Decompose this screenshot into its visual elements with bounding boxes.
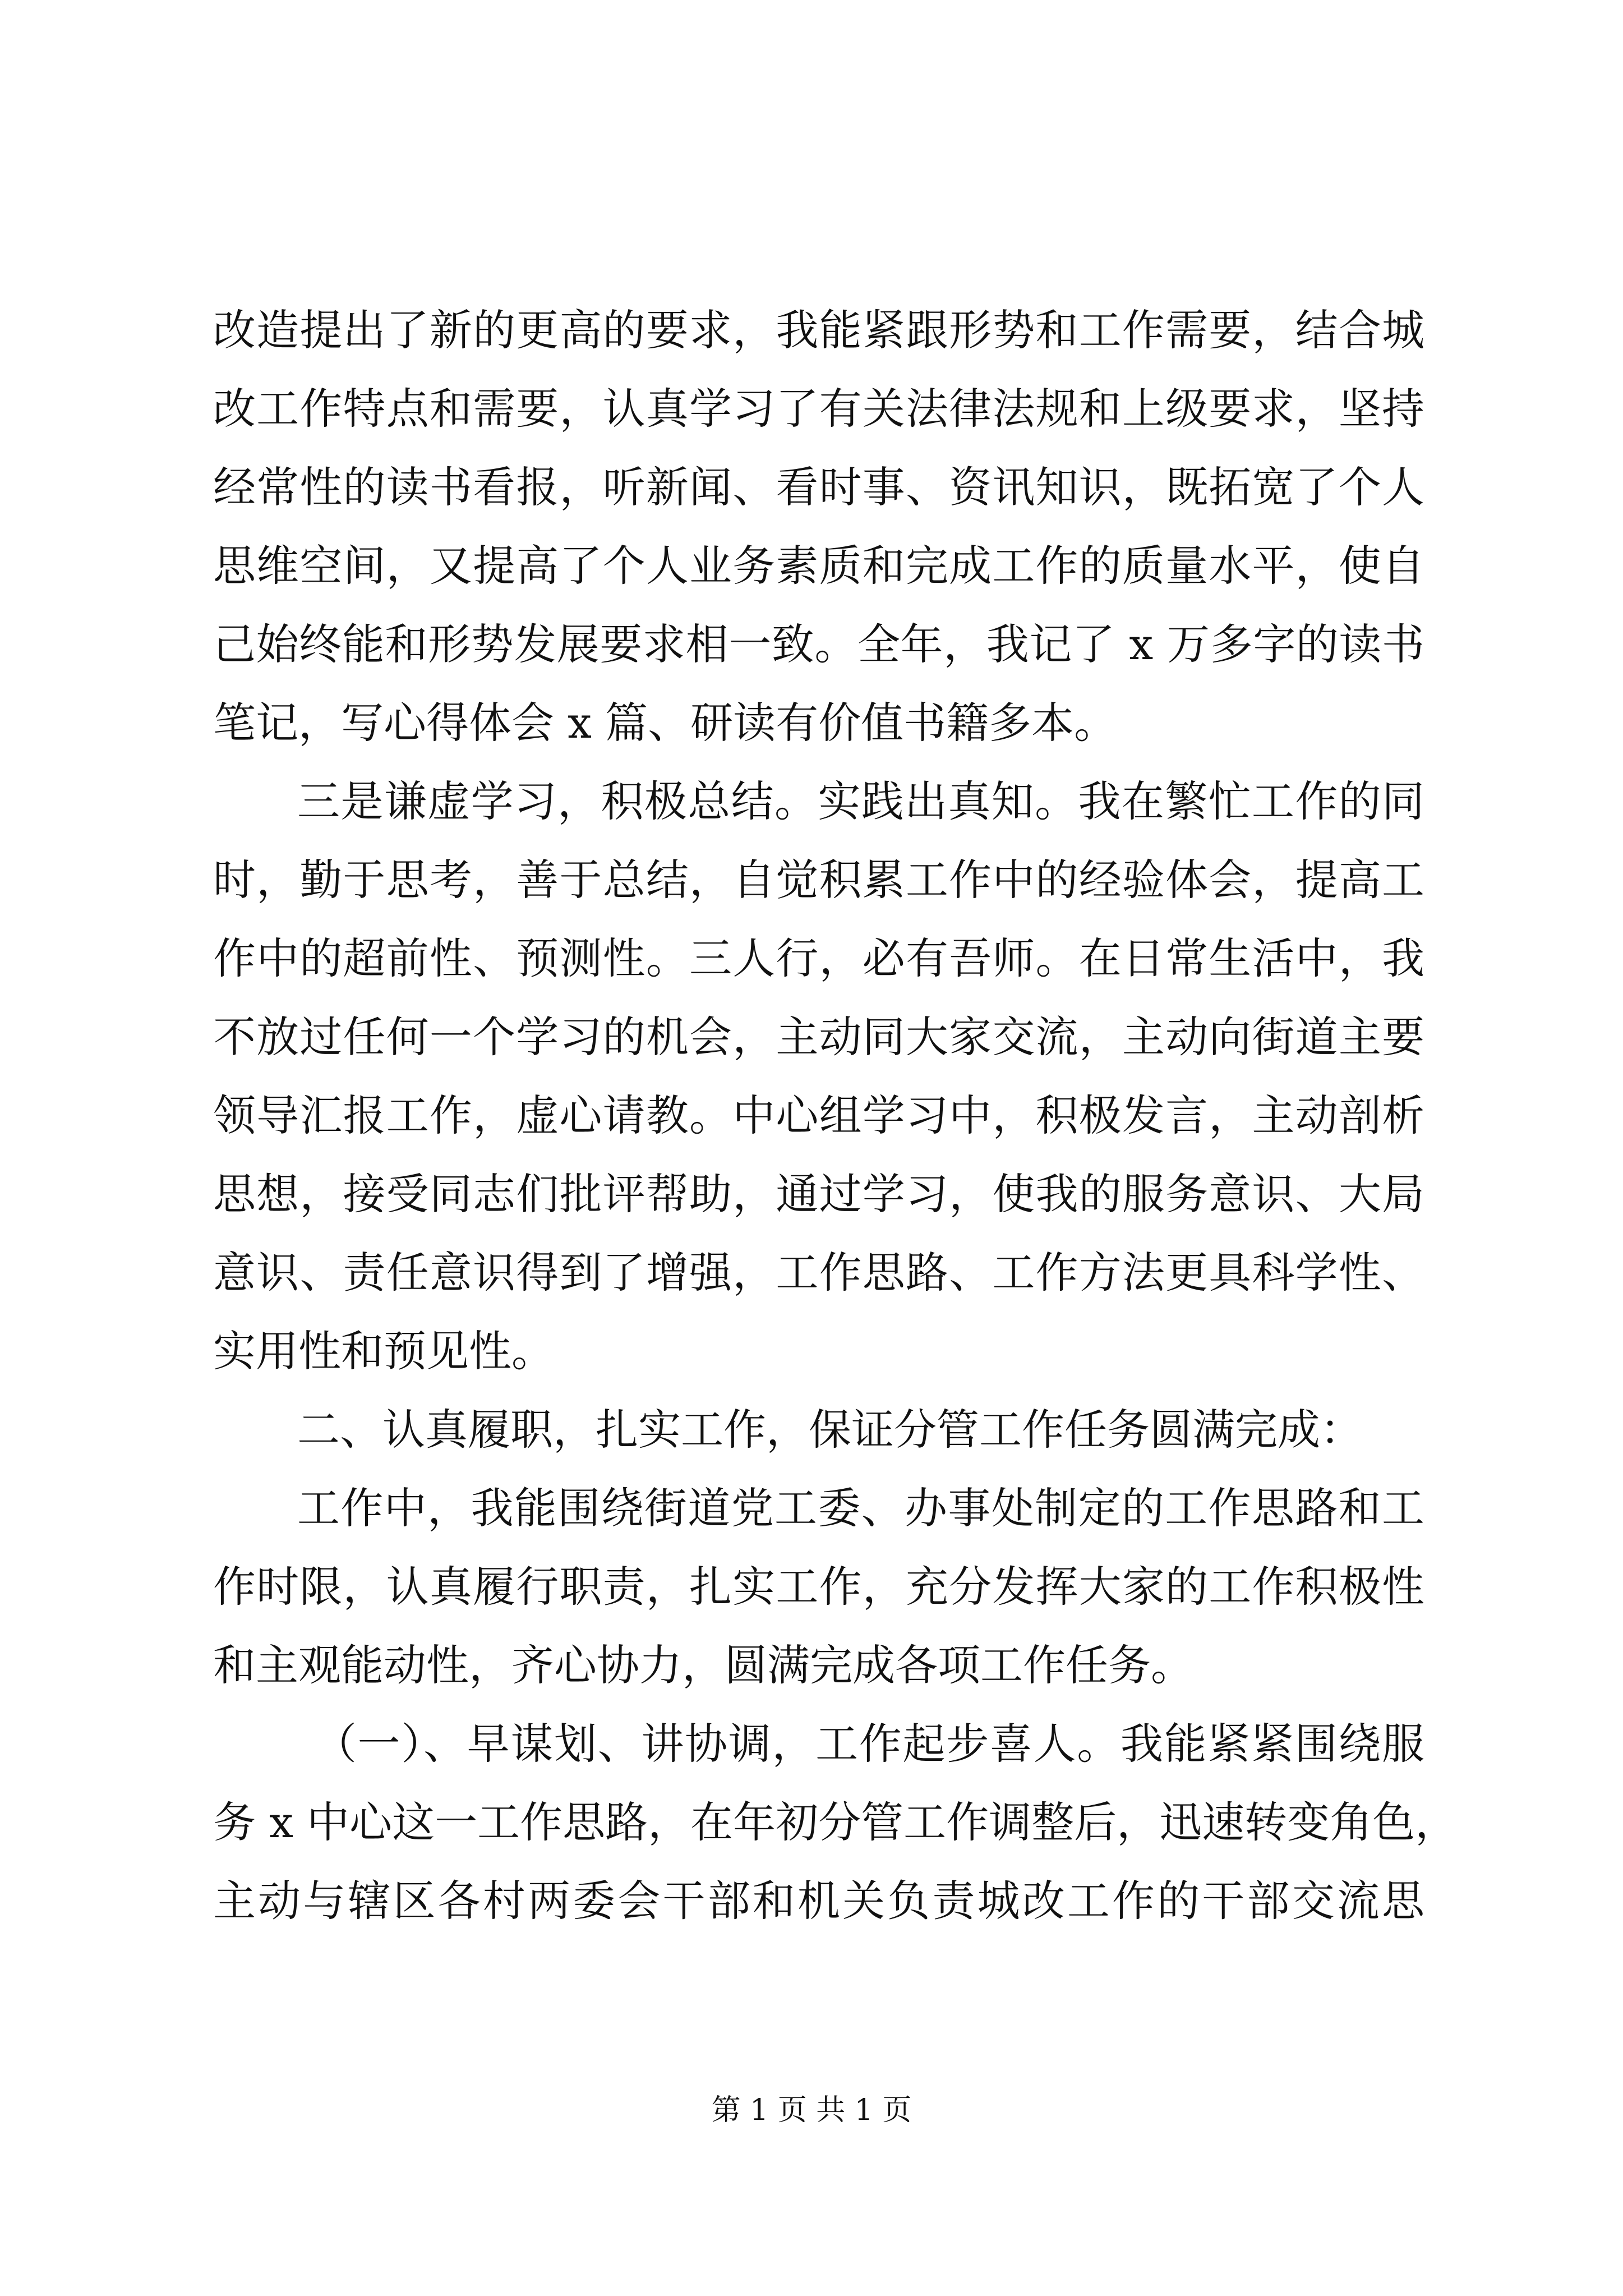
body-text-line: 不放过任何一个学习的机会，主动同大家交流，主动向街道主要 [213, 1012, 1424, 1062]
body-text-line: 实用性和预见性。 [213, 1326, 554, 1376]
body-text-line: 改造提出了新的更高的要求，我能紧跟形势和工作需要，结合城 [213, 305, 1424, 355]
body-text-line: 主动与辖区各村两委会干部和机关负责城改工作的干部交流思 [213, 1876, 1424, 1926]
subsection-first-line: （一）、早谋划、讲协调，工作起步喜人。我能紧紧围绕服 [314, 1719, 1424, 1769]
section-heading: 二、认真履职，扎实工作，保证分管工作任务圆满完成： [297, 1405, 1363, 1455]
body-text-line: 思想，接受同志们批评帮助，通过学习，使我的服务意识、大局 [213, 1169, 1424, 1219]
body-text-line: 务 x 中心这一工作思路，在年初分管工作调整后，迅速转变角色， [213, 1797, 1458, 1847]
body-text-line: 作时限，认真履行职责，扎实工作，充分发挥大家的工作积极性 [213, 1562, 1424, 1612]
paragraph-first-line: 工作中，我能围绕街道党工委、办事处制定的工作思路和工 [297, 1483, 1424, 1533]
paragraph-first-line: 三是谦虚学习，积极总结。实践出真知。我在繁忙工作的同 [297, 776, 1424, 826]
body-text-line: 改工作特点和需要，认真学习了有关法律法规和上级要求，坚持 [213, 384, 1424, 434]
body-text-line: 领导汇报工作，虚心请教。中心组学习中，积极发言，主动剖析 [213, 1091, 1424, 1140]
body-text-line: 作中的超前性、预测性。三人行，必有吾师。在日常生活中，我 [213, 933, 1424, 983]
body-text-line: 和主观能动性，齐心协力，圆满完成各项工作任务。 [213, 1640, 1193, 1690]
body-text-line: 笔记，写心得体会 x 篇、研读有价值书籍多本。 [213, 698, 1117, 748]
body-text-line: 思维空间，又提高了个人业务素质和完成工作的质量水平，使自 [213, 541, 1424, 591]
body-text-line: 意识、责任意识得到了增强，工作思路、工作方法更具科学性、 [213, 1248, 1424, 1297]
body-text-line: 时，勤于思考，善于总结，自觉积累工作中的经验体会，提高工 [213, 855, 1424, 905]
body-text-line: 经常性的读书看报，听新闻、看时事、资讯知识，既拓宽了个人 [213, 462, 1424, 512]
page-number-footer: 第 1 页 共 1 页 [711, 2093, 912, 2127]
body-text-line: 己始终能和形势发展要求相一致。全年，我记了 x 万多字的读书 [213, 619, 1424, 669]
